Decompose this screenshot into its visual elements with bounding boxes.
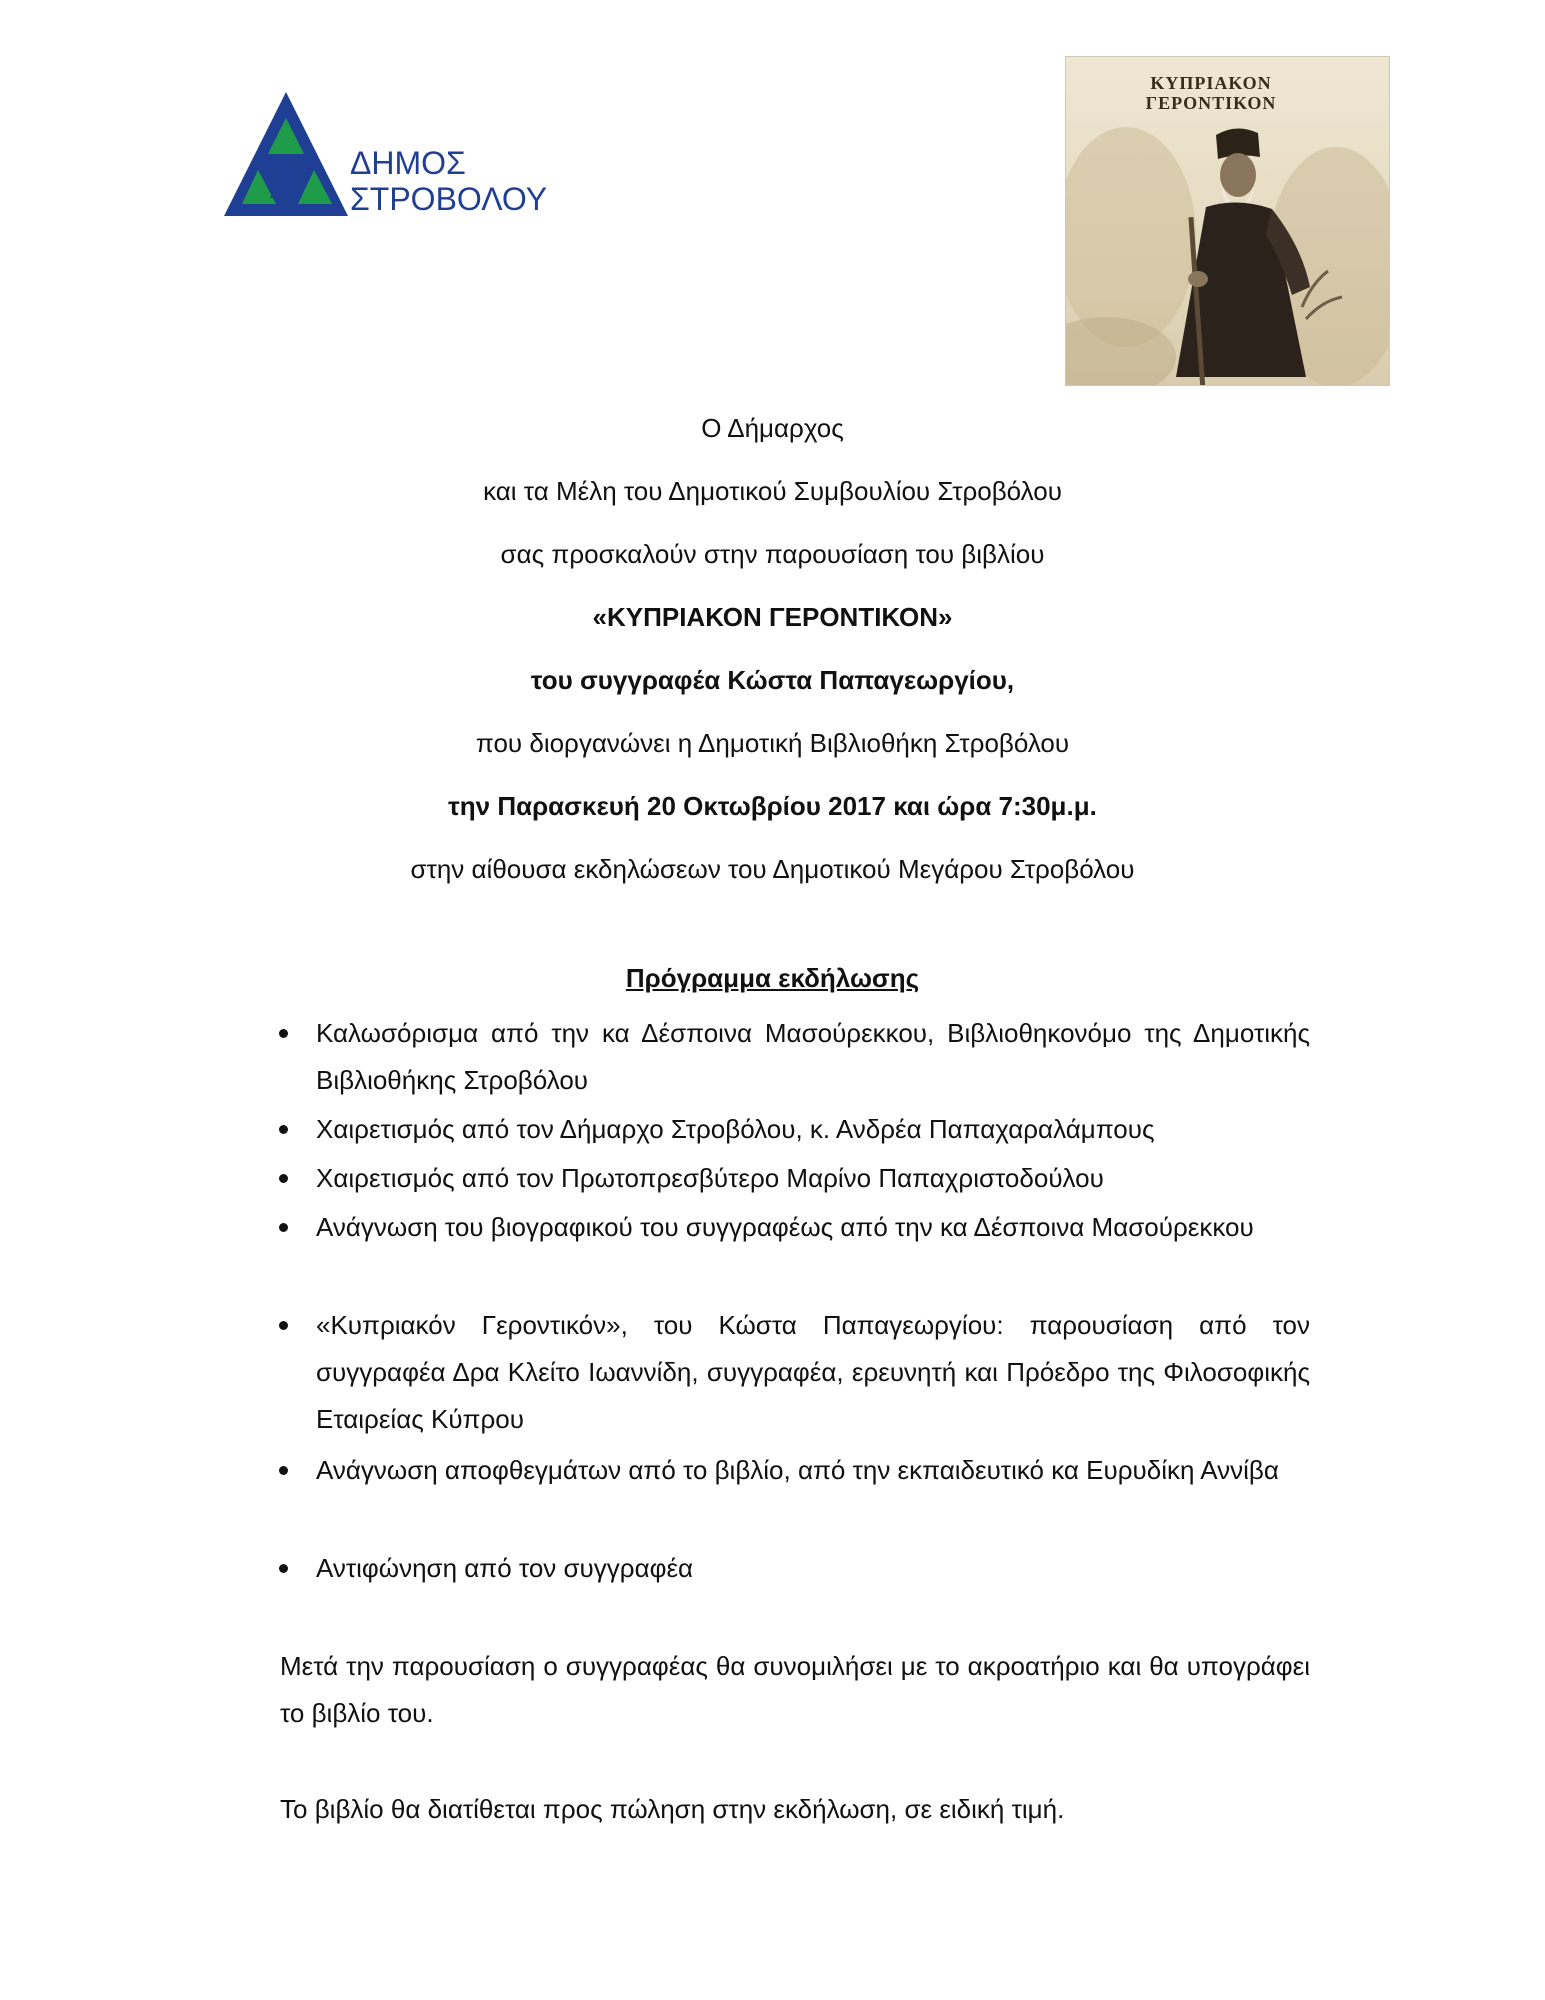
bullet-icon [279,1223,288,1232]
invitation-line-invite: σας προσκαλούν στην παρουσίαση του βιβλίου [500,539,1045,569]
bullet-icon [279,1029,288,1038]
municipality-logo [218,90,548,220]
cover-title-line2: ΓΕΡΟΝΤΙΚΟΝ [1145,93,1277,113]
organizer-line: που διοργανώνει η Δημοτική Βιβλιοθήκη Στροβόλου [475,728,1070,758]
bullet-icon [279,1466,288,1475]
cover-title [1066,73,1356,113]
invitation-line-council: και τα Μέλη του Δημοτικού Συμβουλίου Στροβόλου [483,476,1062,506]
book-cover-image [1065,56,1390,386]
bullet-icon [279,1564,288,1573]
program-item: Χαιρετισμός από τον Δήμαρχο Στροβόλου, κ. Ανδρέα Παπαχαραλάμπους [316,1106,1310,1153]
author-line: του συγγραφέα Κώστα Παπαγεωργίου, [530,665,1015,695]
invitation-line-mayor: Ο Δήμαρχος [701,413,844,443]
bullet-icon [279,1125,288,1134]
closing-paragraph: Μετά την παρουσίαση ο συγγραφέας θα συνομιλήσει με το ακροατήριο και θα υπογράφει το βιβλίο του. [280,1651,1310,1728]
program-heading: Πρόγραμμα εκδήλωσης [625,963,920,993]
bullet-icon [279,1174,288,1183]
program-item: Ανάγνωση αποφθεγμάτων από το βιβλίο, από την εκπαιδευτικό κα Ευρυδίκη Αννίβα [316,1447,1310,1494]
program-item: Ανάγνωση του βιογραφικού του συγγραφέως από την κα Δέσποινα Μασούρεκκου [316,1204,1310,1251]
bullet-icon [279,1321,288,1330]
program-item: Χαιρετισμός από τον Πρωτοπρεσβύτερο Μαρίνο Παπαχριστοδούλου [316,1155,1310,1202]
program-item: «Κυπριακόν Γεροντικόν», του Κώστα Παπαγεωργίου: παρουσίαση από τον συγγραφέα Δρα Κλείτο Ιωαννίδη, συγγραφέα, ερευνητή και Πρόεδρο της Φιλοσοφικής Εταιρείας Κύπρου [316,1302,1310,1443]
cover-title-line1: ΚΥΠΡΙΑΚΟΝ [1150,73,1272,93]
logo-text-line2: ΣΤΡΟΒΟΛΟΥ [350,181,548,217]
event-date: την Παρασκευή 20 Οκτωβρίου 2017 και ώρα 7:30μ.μ. [448,791,1097,821]
program-item: Καλωσόρισμα από την κα Δέσποινα Μασούρεκκου, Βιβλιοθηκονόμο της Δημοτικής Βιβλιοθήκης Στροβόλου [316,1010,1310,1104]
sale-note: Το βιβλίο θα διατίθεται προς πώληση στην εκδήλωση, σε ειδική τιμή. [280,1794,1065,1824]
program-item: Αντιφώνηση από τον συγγραφέα [316,1545,1310,1592]
logo-text-line1: ΔΗΜΟΣ [350,145,466,181]
event-venue: στην αίθουσα εκδηλώσεων του Δημοτικού Μεγάρου Στροβόλου [410,854,1135,884]
book-title: «ΚΥΠΡΙΑΚΟΝ ΓΕΡΟΝΤΙΚΟΝ» [592,602,953,632]
